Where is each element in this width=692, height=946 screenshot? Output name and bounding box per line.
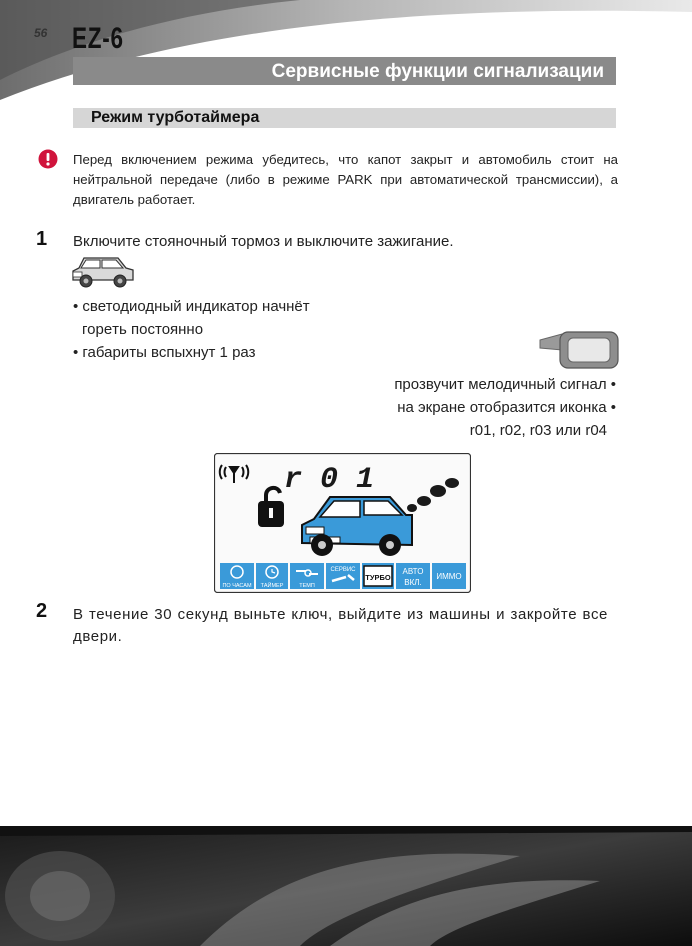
section-title: Сервисные функции сигнализации	[271, 61, 604, 82]
list-item: горeть постоянно	[82, 321, 204, 338]
step-2-number: 2	[36, 600, 48, 622]
step-2-text: В течение 30 секунд выньте ключ, выйдите из машины и закройте все двери.	[73, 606, 608, 645]
page-number: 56	[34, 26, 48, 40]
subsection-header	[73, 108, 616, 128]
list-item: прозвучит мелодичный сигнал •	[394, 376, 616, 393]
list-item: • габариты вспыхнут 1 раз	[73, 344, 256, 361]
step-1-number: 1	[36, 228, 48, 250]
list-item: на экране отобразится иконка •	[397, 399, 616, 416]
lcd-icon-label: СЕРВИС	[330, 567, 356, 573]
lcd-display	[214, 453, 471, 593]
lcd-icon-label: ВКЛ.	[404, 578, 422, 587]
footer-decoration	[0, 826, 692, 946]
remote-control-icon	[538, 330, 620, 370]
car-icon	[70, 254, 136, 290]
lcd-icon-label: АВТО	[402, 567, 424, 576]
lcd-icon-strip	[220, 563, 466, 589]
lcd-icon-label: ТЕМП	[299, 583, 315, 589]
lcd-icon-label: ТУРБО	[365, 573, 391, 582]
lcd-icon-label: ТАЙМЕР	[260, 583, 284, 589]
warning-text: Перед включением режима убедитесь, что капот закрыт и автомобиль стоит на нейтральной передаче (либо в режиме PARK при автоматической трансмиссии), а двигатель работает.	[73, 152, 618, 207]
subsection-title: Режим турботаймера	[91, 109, 260, 126]
model-title: EZ-6	[72, 22, 124, 55]
section-header	[73, 57, 616, 85]
lcd-icon-label: ИММО	[436, 572, 462, 581]
car-response-list	[73, 295, 310, 364]
lcd-readout: r 0 1	[284, 463, 375, 497]
list-item: • светодиодный индикатор начнёт	[73, 298, 310, 315]
lcd-icon-label: ПО ЧАСАМ	[222, 583, 252, 589]
warning-icon	[38, 149, 58, 169]
step-1-text: Включите стояночный тормоз и выключите зажигание.	[73, 233, 454, 250]
remote-response-list	[394, 373, 616, 442]
list-item: r01, r02, r03 или r04	[469, 422, 607, 439]
